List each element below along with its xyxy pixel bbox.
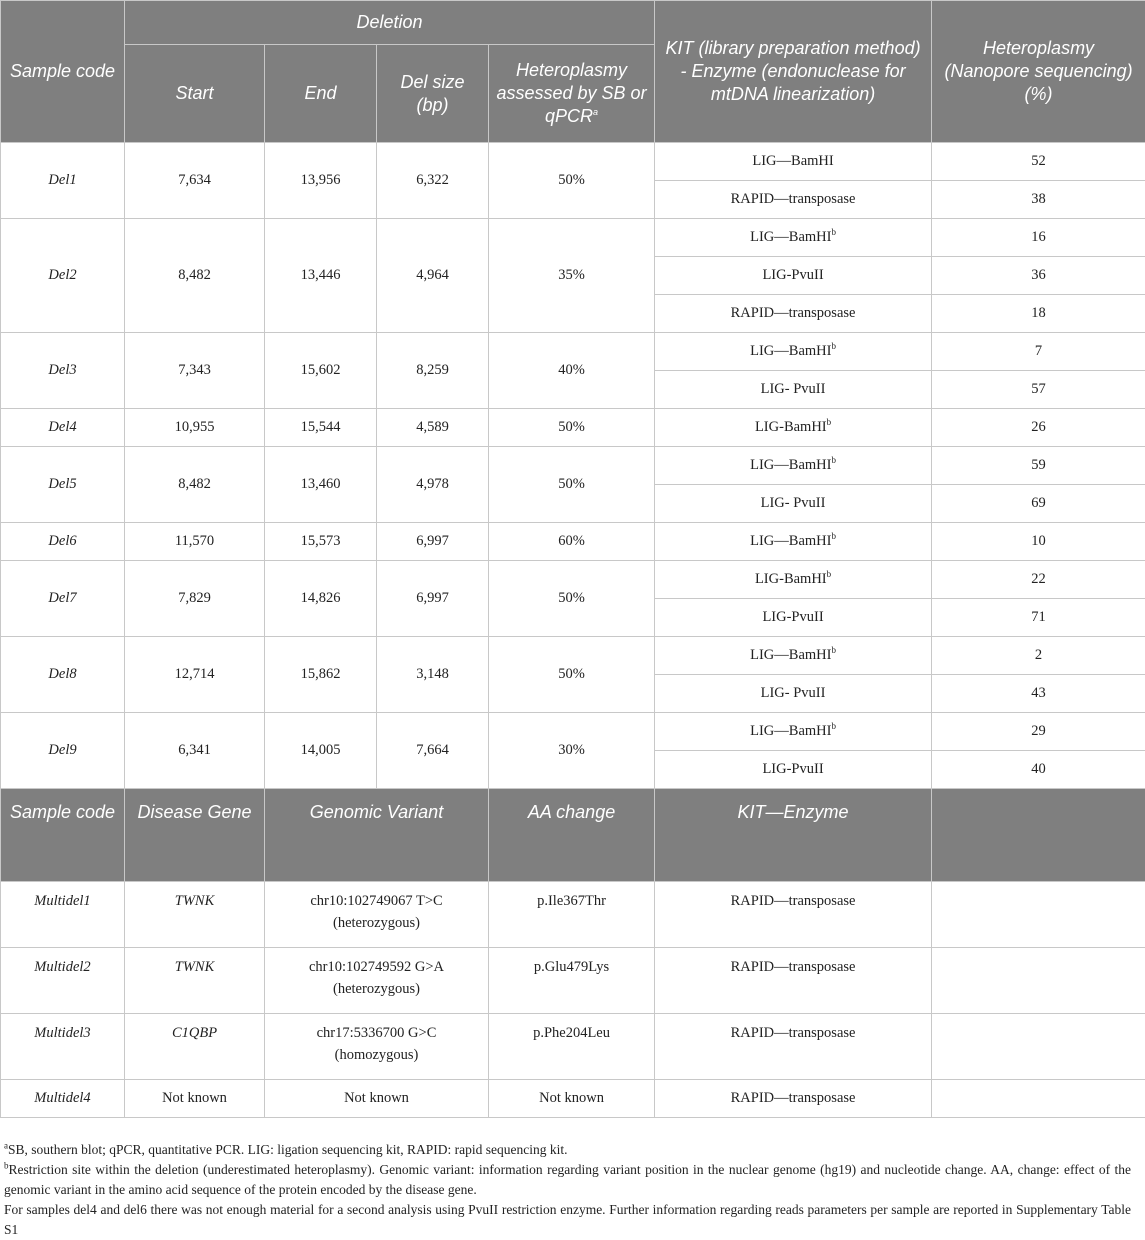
genomic-variant-cell — [265, 948, 489, 1014]
kit-enzyme-cell: RAPID—transposase — [655, 1080, 932, 1118]
heteroplasmy-np-cell: 52 — [932, 143, 1145, 181]
disease-gene-cell: C1QBP — [125, 1014, 265, 1080]
del-size-cell: 7,664 — [377, 713, 489, 789]
kit-label: LIG—BamHI — [750, 343, 831, 359]
kit-label: LIG-PvuII — [762, 761, 823, 777]
heteroplasmy-np-cell: 40 — [932, 751, 1145, 789]
heteroplasmy-sb-cell: 35% — [489, 219, 655, 333]
header-start: Start — [125, 45, 265, 143]
sample-code-cell: Multidel2 — [1, 948, 125, 1014]
kit-cell — [655, 371, 932, 409]
del-size-cell: 6,997 — [377, 561, 489, 637]
del-size-cell: 6,997 — [377, 523, 489, 561]
table-row — [1, 1014, 1145, 1080]
heteroplasmy-np-cell: 43 — [932, 675, 1145, 713]
header-end: End — [265, 45, 377, 143]
sample-code-cell: Del4 — [1, 409, 125, 447]
kit-cell — [655, 181, 932, 219]
footnote-marker: b — [831, 721, 836, 731]
kit-cell — [655, 219, 932, 257]
heteroplasmy-np-cell: 2 — [932, 637, 1145, 675]
empty-cell — [932, 882, 1145, 948]
kit-enzyme-cell: RAPID—transposase — [655, 948, 932, 1014]
footnote-marker: b — [831, 645, 836, 655]
footnote-marker: b — [831, 455, 836, 465]
sample-code-cell: Del7 — [1, 561, 125, 637]
kit-cell — [655, 561, 932, 599]
table-row — [1, 333, 1145, 371]
end-cell: 15,602 — [265, 333, 377, 409]
table-row — [1, 561, 1145, 599]
sample-code-cell: Del6 — [1, 523, 125, 561]
kit-cell — [655, 523, 932, 561]
end-cell: 15,544 — [265, 409, 377, 447]
del-size-cell: 4,964 — [377, 219, 489, 333]
footnotes — [0, 1118, 1145, 1240]
header-heteroplasmy-nanopore: Heteroplasmy (Nanopore sequencing) (%) — [932, 1, 1145, 143]
kit-cell — [655, 333, 932, 371]
kit-label: LIG-PvuII — [762, 609, 823, 625]
start-cell: 7,343 — [125, 333, 265, 409]
end-cell: 13,460 — [265, 447, 377, 523]
start-cell: 8,482 — [125, 447, 265, 523]
header2-empty — [932, 789, 1145, 882]
kit-label: LIG—BamHI — [750, 229, 831, 245]
aa-change-cell: p.Phe204Leu — [489, 1014, 655, 1080]
aa-change-cell: p.Glu479Lys — [489, 948, 655, 1014]
variant-position: chr10:102749592 G>A — [271, 956, 482, 978]
kit-cell — [655, 409, 932, 447]
start-cell: 10,955 — [125, 409, 265, 447]
heteroplasmy-np-cell: 18 — [932, 295, 1145, 333]
header2-aa-change: AA change — [489, 789, 655, 882]
footnote-marker: b — [827, 569, 832, 579]
kit-cell — [655, 675, 932, 713]
kit-cell — [655, 637, 932, 675]
kit-label: LIG—BamHI — [750, 647, 831, 663]
kit-cell — [655, 257, 932, 295]
del-size-cell: 6,322 — [377, 143, 489, 219]
disease-gene-cell: TWNK — [125, 882, 265, 948]
heteroplasmy-np-cell: 22 — [932, 561, 1145, 599]
heteroplasmy-np-cell: 7 — [932, 333, 1145, 371]
footnote-c: For samples del4 and del6 there was not enough material for a second analysis using PvuII restriction enzyme. Further information regarding reads parameters per sample are reported in Supplementary Table S1 — [4, 1200, 1131, 1240]
kit-label: LIG—BamHI — [752, 153, 833, 169]
kit-label: LIG- PvuII — [761, 685, 826, 701]
kit-label: RAPID—transposase — [731, 191, 856, 207]
aa-change-cell: p.Ile367Thr — [489, 882, 655, 948]
end-cell: 15,862 — [265, 637, 377, 713]
end-cell: 14,005 — [265, 713, 377, 789]
empty-cell — [932, 1014, 1145, 1080]
footnote-marker: b — [831, 341, 836, 351]
heteroplasmy-sb-cell: 50% — [489, 409, 655, 447]
kit-cell — [655, 143, 932, 181]
table-row — [1, 409, 1145, 447]
kit-enzyme-cell: RAPID—transposase — [655, 882, 932, 948]
table-row — [1, 523, 1145, 561]
start-cell: 12,714 — [125, 637, 265, 713]
start-cell: 6,341 — [125, 713, 265, 789]
header2-genomic-variant: Genomic Variant — [265, 789, 489, 882]
sample-code-cell: Del5 — [1, 447, 125, 523]
start-cell: 7,829 — [125, 561, 265, 637]
header-deletion: Deletion — [125, 1, 655, 45]
kit-cell — [655, 447, 932, 485]
header-kit: KIT (library preparation method) - Enzyme (endonuclease for mtDNA linearization) — [655, 1, 932, 143]
kit-enzyme-cell: RAPID—transposase — [655, 1014, 932, 1080]
heteroplasmy-np-cell: 36 — [932, 257, 1145, 295]
footnote-a: $^a$SB, southern blot; qPCR, quantitative PCR. LIG: ligation sequencing kit, RAPID: rapid sequencing kit. — [4, 1140, 1131, 1160]
kit-cell — [655, 485, 932, 523]
sample-code-cell: Del1 — [1, 143, 125, 219]
variant-position: chr17:5336700 G>C — [271, 1022, 482, 1044]
empty-cell — [932, 1080, 1145, 1118]
heteroplasmy-np-cell: 57 — [932, 371, 1145, 409]
disease-gene-cell: Not known — [125, 1080, 265, 1118]
variant-position: chr10:102749067 T>C — [271, 890, 482, 912]
header-del-size: Del size (bp) — [377, 45, 489, 143]
table-row — [1, 882, 1145, 948]
footnote-marker: b — [831, 227, 836, 237]
kit-cell — [655, 599, 932, 637]
header-heteroplasmy-sb: Heteroplasmy assessed by SB or qPCR$^a$ — [489, 45, 655, 143]
heteroplasmy-np-cell: 16 — [932, 219, 1145, 257]
kit-label: LIG-BamHI — [755, 419, 827, 435]
kit-cell — [655, 295, 932, 333]
kit-label: LIG-BamHI — [755, 571, 827, 587]
heteroplasmy-np-cell: 71 — [932, 599, 1145, 637]
header2-sample-code: Sample code — [1, 789, 125, 882]
kit-cell — [655, 751, 932, 789]
genomic-variant-cell — [265, 882, 489, 948]
del-size-cell: 3,148 — [377, 637, 489, 713]
table-row — [1, 219, 1145, 257]
sample-code-cell: Del9 — [1, 713, 125, 789]
start-cell: 11,570 — [125, 523, 265, 561]
heteroplasmy-sb-cell: 50% — [489, 637, 655, 713]
heteroplasmy-np-cell: 38 — [932, 181, 1145, 219]
table-row — [1, 143, 1145, 181]
kit-label: LIG- PvuII — [761, 495, 826, 511]
heteroplasmy-sb-cell: 60% — [489, 523, 655, 561]
multideletions-body — [1, 789, 1145, 1118]
heteroplasmy-sb-cell: 50% — [489, 561, 655, 637]
kit-label: RAPID—transposase — [731, 305, 856, 321]
footnote-b: $^b$Restriction site within the deletion (underestimated heteroplasmy). Genomic variant: information regarding variant position in the nuclear genome (hg19) and nucleotide change. AA, change: effect of the genomic variant in the amino acid sequence of the protein encoded by the disease gene. — [4, 1160, 1131, 1200]
heteroplasmy-np-cell: 69 — [932, 485, 1145, 523]
genomic-variant-cell — [265, 1014, 489, 1080]
heteroplasmy-sb-cell: 30% — [489, 713, 655, 789]
header2-kit-enzyme: KIT—Enzyme — [655, 789, 932, 882]
heteroplasmy-np-cell: 29 — [932, 713, 1145, 751]
sample-code-cell: Del8 — [1, 637, 125, 713]
aa-change-cell: Not known — [489, 1080, 655, 1118]
kit-cell — [655, 713, 932, 751]
heteroplasmy-np-cell: 59 — [932, 447, 1145, 485]
variant-position: Not known — [271, 1090, 482, 1107]
heteroplasmy-sb-cell: 50% — [489, 143, 655, 219]
table-row — [1, 447, 1145, 485]
start-cell: 7,634 — [125, 143, 265, 219]
sample-code-cell: Del3 — [1, 333, 125, 409]
sample-code-cell: Multidel3 — [1, 1014, 125, 1080]
variant-zygosity: (heterozygous) — [271, 978, 482, 1000]
sample-code-cell: Multidel1 — [1, 882, 125, 948]
disease-gene-cell: TWNK — [125, 948, 265, 1014]
end-cell: 13,956 — [265, 143, 377, 219]
header-sample-code: Sample code — [1, 1, 125, 143]
footnote-marker: b — [827, 417, 832, 427]
heteroplasmy-np-cell: 10 — [932, 523, 1145, 561]
kit-label: LIG- PvuII — [761, 381, 826, 397]
variant-zygosity: (homozygous) — [271, 1044, 482, 1066]
end-cell: 14,826 — [265, 561, 377, 637]
del-size-cell: 4,589 — [377, 409, 489, 447]
header2-disease-gene: Disease Gene — [125, 789, 265, 882]
empty-cell — [932, 948, 1145, 1014]
kit-label: LIG—BamHI — [750, 533, 831, 549]
table-row — [1, 1080, 1145, 1118]
del-size-cell: 4,978 — [377, 447, 489, 523]
variant-zygosity: (heterozygous) — [271, 912, 482, 934]
heteroplasmy-sb-cell: 50% — [489, 447, 655, 523]
start-cell: 8,482 — [125, 219, 265, 333]
table-row — [1, 637, 1145, 675]
heteroplasmy-sb-cell: 40% — [489, 333, 655, 409]
table-row — [1, 948, 1145, 1014]
heteroplasmy-np-cell: 26 — [932, 409, 1145, 447]
sample-code-cell: Multidel4 — [1, 1080, 125, 1118]
del-size-cell: 8,259 — [377, 333, 489, 409]
end-cell: 15,573 — [265, 523, 377, 561]
end-cell: 13,446 — [265, 219, 377, 333]
kit-label: LIG—BamHI — [750, 457, 831, 473]
footnote-marker: b — [831, 531, 836, 541]
kit-label: LIG—BamHI — [750, 723, 831, 739]
sample-code-cell: Del2 — [1, 219, 125, 333]
genomic-variant-cell — [265, 1080, 489, 1118]
table-row — [1, 713, 1145, 751]
deletions-body — [1, 143, 1145, 789]
kit-label: LIG-PvuII — [762, 267, 823, 283]
